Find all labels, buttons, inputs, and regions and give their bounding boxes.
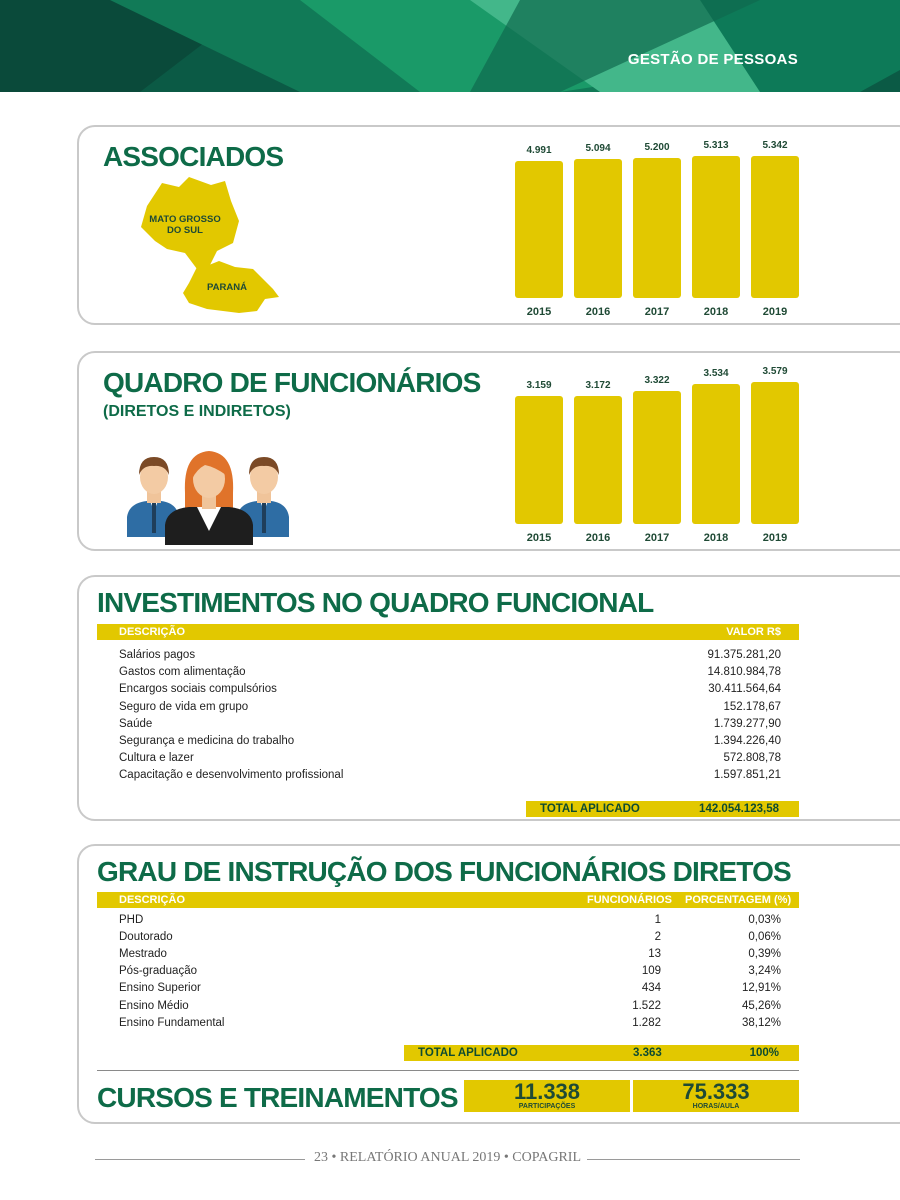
row-description: Pós-graduação (119, 965, 197, 978)
row-value: 1.394.226,40 (713, 735, 781, 747)
row-description: Gastos com alimentação (119, 666, 246, 679)
investimentos-table-header (97, 624, 799, 640)
row-funcionarios: 1.282 (632, 1016, 661, 1029)
cursos-title: CURSOS E TREINAMENTOS (97, 1082, 458, 1113)
row-porcentagem: 38,12% (741, 1016, 781, 1029)
table-row (117, 767, 799, 784)
divider (97, 1070, 799, 1071)
map-label-ms-1: MATO GROSSO (149, 214, 221, 225)
table-row (117, 681, 799, 698)
associados-bar-2016 (574, 159, 622, 298)
row-description: Encargos sociais compulsórios (119, 683, 277, 696)
funcionarios-tick-label: 2018 (703, 532, 729, 544)
associados-data-label: 4.991 (526, 145, 552, 156)
report-name: RELATÓRIO ANUAL 2019 (339, 1150, 501, 1165)
row-description: Ensino Médio (119, 999, 189, 1012)
associados-bar-2018 (692, 156, 740, 298)
page-header (0, 0, 900, 92)
col-header-porcentagem: PORCENTAGEM (%) (685, 894, 792, 906)
row-description: PHD (119, 914, 144, 926)
table-row (117, 647, 799, 664)
row-description: Segurança e medicina do trabalho (119, 735, 295, 747)
row-description: Salários pagos (119, 649, 196, 661)
funcionarios-tick-label: 2017 (644, 532, 670, 544)
table-row (117, 1015, 799, 1032)
associados-data-label: 5.200 (644, 142, 670, 153)
funcionarios-bar-2018 (692, 384, 740, 524)
funcionarios-data-label: 3.579 (762, 366, 788, 377)
row-porcentagem: 0,03% (748, 914, 781, 926)
row-funcionarios: 434 (641, 982, 661, 995)
associados-data-label: 5.313 (703, 140, 729, 151)
funcionarios-data-label: 3.534 (703, 368, 729, 379)
funcionarios-card (77, 351, 900, 551)
row-porcentagem: 3,24% (748, 965, 781, 978)
company-name: COPAGRIL (512, 1150, 582, 1165)
row-value: 152.178,67 (723, 700, 781, 713)
row-porcentagem: 12,91% (741, 982, 781, 995)
participacoes-value: 11.338 (513, 1079, 581, 1104)
instrucao-card (77, 844, 900, 1124)
associados-tick-label: 2018 (703, 306, 729, 318)
instrucao-title: GRAU DE INSTRUÇÃO DOS FUNCIONÁRIOS DIRETOS (97, 856, 791, 887)
row-description: Doutorado (119, 931, 173, 944)
row-funcionarios: 13 (648, 948, 661, 961)
associados-bar-2019 (751, 156, 799, 298)
table-row (117, 912, 799, 929)
associados-bar-chart (509, 133, 809, 323)
participacoes-label: PARTICIPAÇÕES (518, 1103, 576, 1110)
instrucao-total (404, 1045, 799, 1061)
funcionarios-tick-label: 2015 (526, 532, 552, 544)
row-description: Ensino Fundamental (119, 1016, 225, 1029)
horas-box (633, 1080, 799, 1112)
row-value: 30.411.564,64 (708, 683, 781, 696)
map-label-pr: PARANÁ (207, 282, 247, 293)
associados-tick-label: 2016 (585, 306, 611, 318)
row-porcentagem: 0,06% (748, 931, 781, 944)
row-value: 572.808,78 (723, 752, 781, 765)
total-label: TOTAL APLICADO (418, 1047, 518, 1059)
instrucao-table-header (97, 892, 799, 908)
table-row (117, 733, 799, 750)
funcionarios-data-label: 3.159 (526, 380, 552, 391)
row-porcentagem: 0,39% (748, 948, 781, 961)
table-row (117, 929, 799, 946)
table-row (117, 664, 799, 681)
investimentos-title: INVESTIMENTOS NO QUADRO FUNCIONAL (97, 587, 654, 618)
associados-bar-2017 (633, 158, 681, 298)
row-description: Mestrado (119, 948, 167, 961)
table-row (117, 750, 799, 767)
funcionarios-tick-label: 2016 (585, 532, 611, 544)
associados-tick-label: 2015 (526, 306, 552, 318)
total-value: 142.054.123,58 (699, 803, 779, 815)
participacoes-box (464, 1080, 630, 1112)
col-header-descricao: DESCRIÇÃO (119, 626, 186, 638)
people-illustration (125, 445, 295, 545)
row-funcionarios: 109 (641, 965, 661, 978)
associados-data-label: 5.094 (585, 143, 611, 154)
associados-tick-label: 2017 (644, 306, 670, 318)
table-row (117, 946, 799, 963)
row-funcionarios: 1 (654, 914, 661, 926)
table-row (117, 699, 799, 716)
horas-value: 75.333 (682, 1079, 750, 1104)
person-center-icon (165, 451, 253, 545)
associados-data-label: 5.342 (762, 140, 788, 151)
row-funcionarios: 1.522 (632, 999, 661, 1012)
total-label: TOTAL APLICADO (540, 803, 640, 815)
funcionarios-bar-chart (509, 359, 809, 549)
funcionarios-bar-2015 (515, 396, 563, 524)
associados-bar-2015 (515, 161, 563, 298)
map-illustration (127, 171, 287, 321)
section-title: GESTÃO DE PESSOAS (627, 51, 798, 68)
associados-title: ASSOCIADOS (103, 141, 284, 172)
table-row (117, 963, 799, 980)
funcionarios-data-label: 3.322 (644, 375, 670, 386)
associados-card (77, 125, 900, 325)
col-header-funcionarios: FUNCIONÁRIOS (587, 894, 672, 906)
funcionarios-bar-2019 (751, 382, 799, 524)
row-description: Seguro de vida em grupo (119, 700, 249, 713)
total-funcionarios: 3.363 (633, 1047, 662, 1059)
row-description: Cultura e lazer (119, 752, 194, 765)
row-value: 1.739.277,90 (713, 717, 781, 730)
row-value: 91.375.281,20 (707, 649, 781, 661)
investimentos-total (526, 801, 799, 817)
row-porcentagem: 45,26% (741, 999, 781, 1012)
funcionarios-bar-2016 (574, 396, 622, 524)
page-number: 23 (313, 1150, 328, 1165)
row-value: 14.810.984,78 (707, 666, 781, 679)
header-banner (0, 0, 900, 92)
table-row (117, 998, 799, 1015)
row-description: Capacitação e desenvolvimento profissional (119, 769, 344, 782)
map-label-ms-2: DO SUL (167, 225, 203, 236)
col-header-valor: VALOR R$ (726, 626, 781, 638)
funcionarios-data-label: 3.172 (585, 380, 611, 391)
page-footer: 23 • RELATÓRIO ANUAL 2019 • COPAGRIL (95, 1150, 800, 1170)
row-description: Saúde (119, 717, 153, 730)
row-value: 1.597.851,21 (713, 769, 781, 782)
horas-label: HORAS/AULA (692, 1103, 740, 1110)
funcionarios-subtitle: (DIRETOS E INDIRETOS) (103, 403, 291, 420)
funcionarios-tick-label: 2019 (762, 532, 788, 544)
associados-tick-label: 2019 (762, 306, 788, 318)
total-porcentagem: 100% (749, 1047, 779, 1059)
table-row (117, 980, 799, 997)
row-description: Ensino Superior (119, 982, 201, 995)
funcionarios-bar-2017 (633, 391, 681, 524)
col-header-descricao: DESCRIÇÃO (119, 894, 186, 906)
row-funcionarios: 2 (654, 931, 661, 944)
table-row (117, 716, 799, 733)
funcionarios-title: QUADRO DE FUNCIONÁRIOS (103, 367, 481, 398)
investimentos-card (77, 575, 900, 821)
